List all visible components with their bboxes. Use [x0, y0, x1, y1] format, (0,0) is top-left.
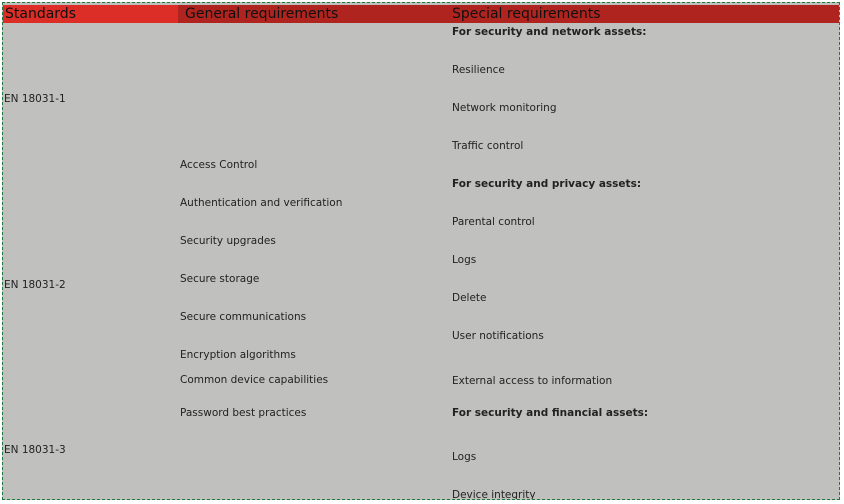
standard-en18031-3: EN 18031-3	[4, 444, 66, 456]
header-standards: Standards	[3, 5, 178, 23]
header-general-requirements: General requirements	[178, 5, 450, 23]
general-password-best-practices: Password best practices	[180, 407, 307, 419]
header-special-requirements: Special requirements	[450, 5, 840, 23]
special-network-monitoring: Network monitoring	[452, 102, 557, 114]
special-resilience: Resilience	[452, 64, 505, 76]
special-privacy-heading: For security and privacy assets:	[452, 178, 642, 190]
special-logs: Logs	[452, 254, 477, 266]
special-delete: Delete	[452, 292, 487, 304]
special-parental-control: Parental control	[452, 216, 535, 228]
special-traffic-control: Traffic control	[452, 140, 524, 152]
special-user-notifications: User notifications	[452, 330, 544, 342]
requirements-table	[2, 2, 840, 500]
general-security-upgrades: Security upgrades	[180, 235, 276, 247]
general-encryption-algorithms: Encryption algorithms	[180, 349, 296, 361]
general-common-device-capabilities: Common device capabilities	[180, 374, 329, 386]
general-authentication: Authentication and verification	[180, 197, 343, 209]
standard-en18031-1: EN 18031-1	[4, 93, 66, 105]
general-secure-communications: Secure communications	[180, 311, 307, 323]
special-financial-heading: For security and financial assets:	[452, 407, 649, 419]
special-external-access: External access to information	[452, 375, 613, 387]
general-secure-storage: Secure storage	[180, 273, 260, 285]
general-access-control: Access Control	[180, 159, 258, 171]
special-financial-logs: Logs	[452, 451, 477, 463]
special-network-heading: For security and network assets:	[452, 26, 647, 38]
standard-en18031-2: EN 18031-2	[4, 279, 66, 291]
special-device-integrity: Device integrity	[452, 489, 536, 500]
